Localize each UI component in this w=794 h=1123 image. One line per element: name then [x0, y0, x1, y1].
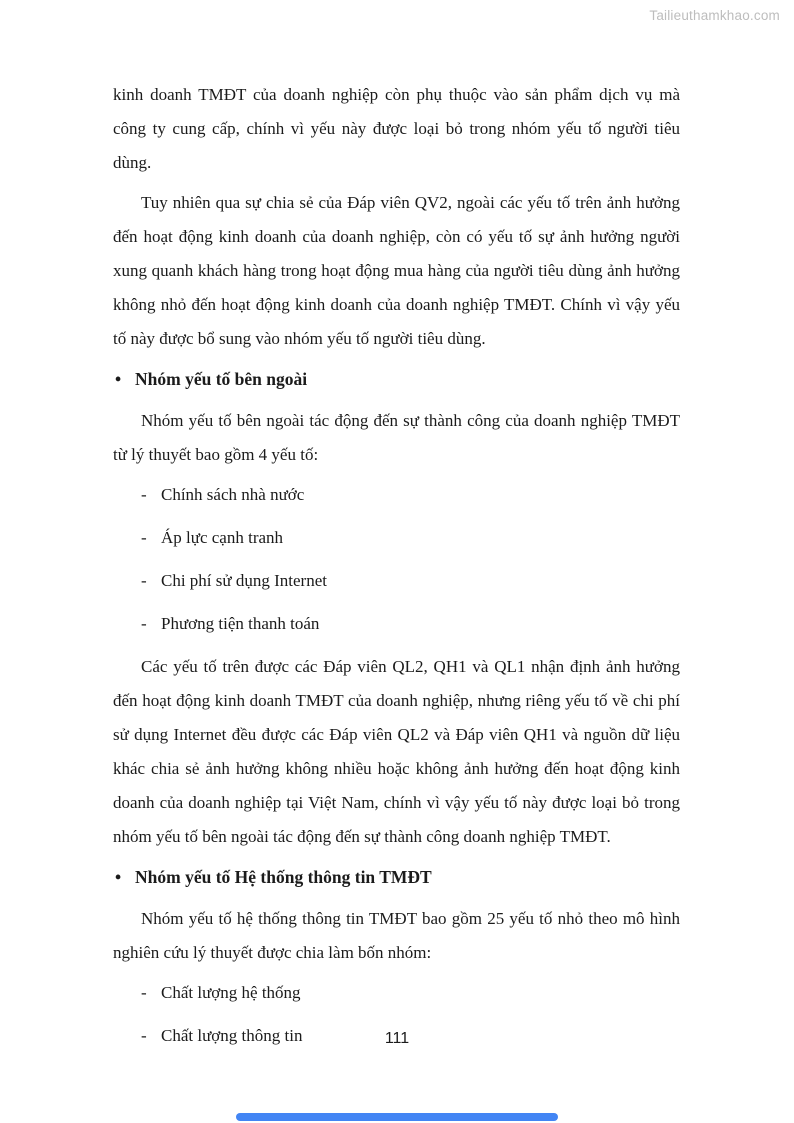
- section-heading-label: Nhóm yếu tố Hệ thống thông tin TMĐT: [135, 867, 432, 887]
- bullet-icon: •: [115, 867, 122, 887]
- body-paragraph: Các yếu tố trên được các Đáp viên QL2, QH1 và QL1 nhận định ảnh hưởng đến hoạt động kinh doanh TMĐT của doanh nghiệp, nhưng riêng yếu tố về chi phí sử dụng Internet đều được các Đáp viên QL2 và Đáp viên QH1 và nguồn dữ liệu khác chia sẻ ảnh hưởng không nhiều hoặc không ảnh hưởng đến hoạt động kinh doanh của doanh nghiệp tại Việt Nam, chính vì vậy yếu tố này được loại bỏ trong nhóm yếu tố bên ngoài tác động đến sự thành công doanh nghiệp TMĐT.: [113, 657, 680, 846]
- document-body: [113, 0, 680, 1062]
- list-item-label: Áp lực cạnh tranh: [161, 528, 284, 547]
- page-number: 111: [384, 1030, 410, 1047]
- section-heading-label: Nhóm yếu tố bên ngoài: [135, 369, 308, 389]
- list-item: [113, 521, 680, 555]
- list-item-label: Chất lượng thông tin: [161, 1026, 303, 1045]
- body-paragraph: kinh doanh TMĐT của doanh nghiệp còn phụ thuộc vào sản phẩm dịch vụ mà công ty cung cấp, chính vì yếu này được loại bỏ trong nhóm yếu tố người tiêu dùng.: [113, 85, 680, 172]
- dash-icon: -: [141, 614, 147, 633]
- dash-icon: -: [141, 1026, 147, 1045]
- dash-icon: -: [141, 983, 147, 1002]
- body-paragraph: Nhóm yếu tố bên ngoài tác động đến sự thành công của doanh nghiệp TMĐT từ lý thuyết bao gồm 4 yếu tố:: [113, 411, 680, 464]
- dash-icon: -: [141, 571, 147, 590]
- list-item-label: Chi phí sử dụng Internet: [161, 571, 327, 590]
- list-item: [113, 607, 680, 641]
- bottom-accent-bar: [236, 1113, 558, 1121]
- list-item-label: Phương tiện thanh toán: [161, 614, 320, 633]
- body-paragraph: Nhóm yếu tố hệ thống thông tin TMĐT bao gồm 25 yếu tố nhỏ theo mô hình nghiên cứu lý thuyết được chia làm bốn nhóm:: [113, 909, 680, 962]
- dash-icon: -: [141, 528, 147, 547]
- list-item: [113, 478, 680, 512]
- bullet-icon: •: [115, 369, 122, 389]
- section-heading: [113, 362, 680, 396]
- list-item: [113, 976, 680, 1010]
- dash-icon: -: [141, 485, 147, 504]
- list-item-label: Chất lượng hệ thống: [161, 983, 301, 1002]
- section-heading: [113, 860, 680, 894]
- list-item: [113, 564, 680, 598]
- body-paragraph: Tuy nhiên qua sự chia sẻ của Đáp viên QV2, ngoài các yếu tố trên ảnh hưởng đến hoạt động kinh doanh của doanh nghiệp, còn có yếu tố sự ảnh hưởng người xung quanh khách hàng trong hoạt động mua hàng của người tiêu dùng ảnh hưởng không nhỏ đến hoạt động kinh doanh của doanh nghiệp TMĐT. Chính vì vậy yếu tố này được bổ sung vào nhóm yếu tố người tiêu dùng.: [113, 193, 680, 348]
- list-item-label: Chính sách nhà nước: [161, 485, 305, 504]
- watermark: Tailieuthamkhao.com: [649, 8, 780, 23]
